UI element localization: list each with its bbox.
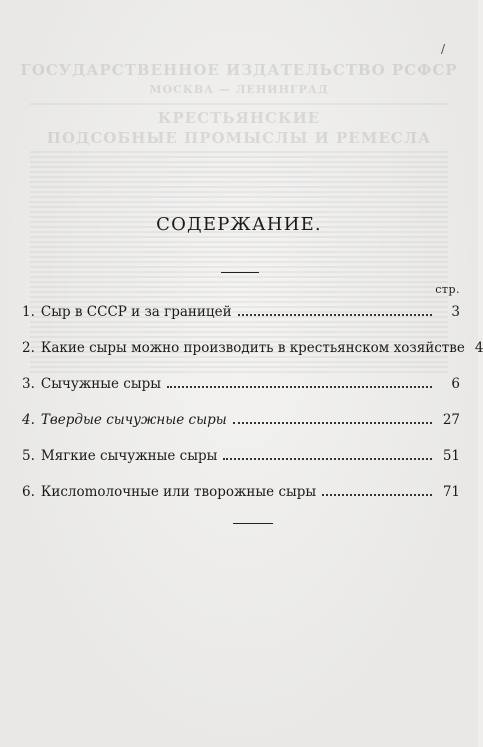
toc-entry-page: 3 (451, 304, 460, 320)
toc-entry (22, 300, 460, 320)
toc-entry-title: Кислomолочные или творожные сыры (40, 484, 317, 500)
toc-entry-title: Сычужные сыры (40, 376, 161, 392)
dot-leader (223, 458, 432, 460)
toc-entry-title: Сыр в СССР и за границей (40, 304, 232, 320)
dot-leader (167, 386, 432, 388)
dot-leader (322, 494, 432, 496)
dot-leader (238, 314, 432, 316)
toc-entry-number: 2. (22, 340, 35, 356)
toc-entry-page: 4 (474, 340, 483, 356)
toc-entry-page: 6 (451, 376, 460, 392)
toc-entry-number: 1. (22, 304, 35, 320)
toc-entry-title: Какие сыры можно производить в крестьянском хозяйстве (40, 340, 465, 356)
toc-entry-number: 4. (22, 412, 35, 428)
toc-entry-title: Мягкие сычужные сыры (40, 448, 218, 464)
toc-entry-page: 71 (442, 484, 460, 500)
toc-entry (22, 464, 460, 500)
toc-entry (22, 428, 460, 464)
toc-entry-title: Твердые сычужные сыры (40, 412, 227, 428)
toc-entry-page: 51 (442, 448, 460, 464)
title-divider (221, 272, 259, 273)
toc-entry (22, 320, 483, 356)
closing-divider (233, 523, 273, 524)
toc-entry (22, 356, 460, 392)
page-title: СОДЕРЖАНИЕ. (156, 214, 322, 235)
page-corner-mark: / (441, 42, 446, 56)
toc-entry-page: 27 (442, 412, 460, 428)
toc-entry (22, 392, 460, 428)
toc-entry-number: 3. (22, 376, 35, 392)
bleed-through-text: ГОСУДАРСТВЕННОЕ ИЗДАТЕЛЬСТВО РСФСР МОСКВА — ЛЕНИНГРАД КРЕСТЬЯНСКИЕ ПОДСОБНЫЕ ПРОМЫСЛЫ И РЕМЕСЛА (20, 60, 458, 720)
toc-entry-number: 6. (22, 484, 35, 500)
page-column-header: стр. (435, 283, 460, 296)
table-of-contents (22, 300, 483, 500)
dot-leader (233, 422, 432, 424)
toc-entry-number: 5. (22, 448, 35, 464)
